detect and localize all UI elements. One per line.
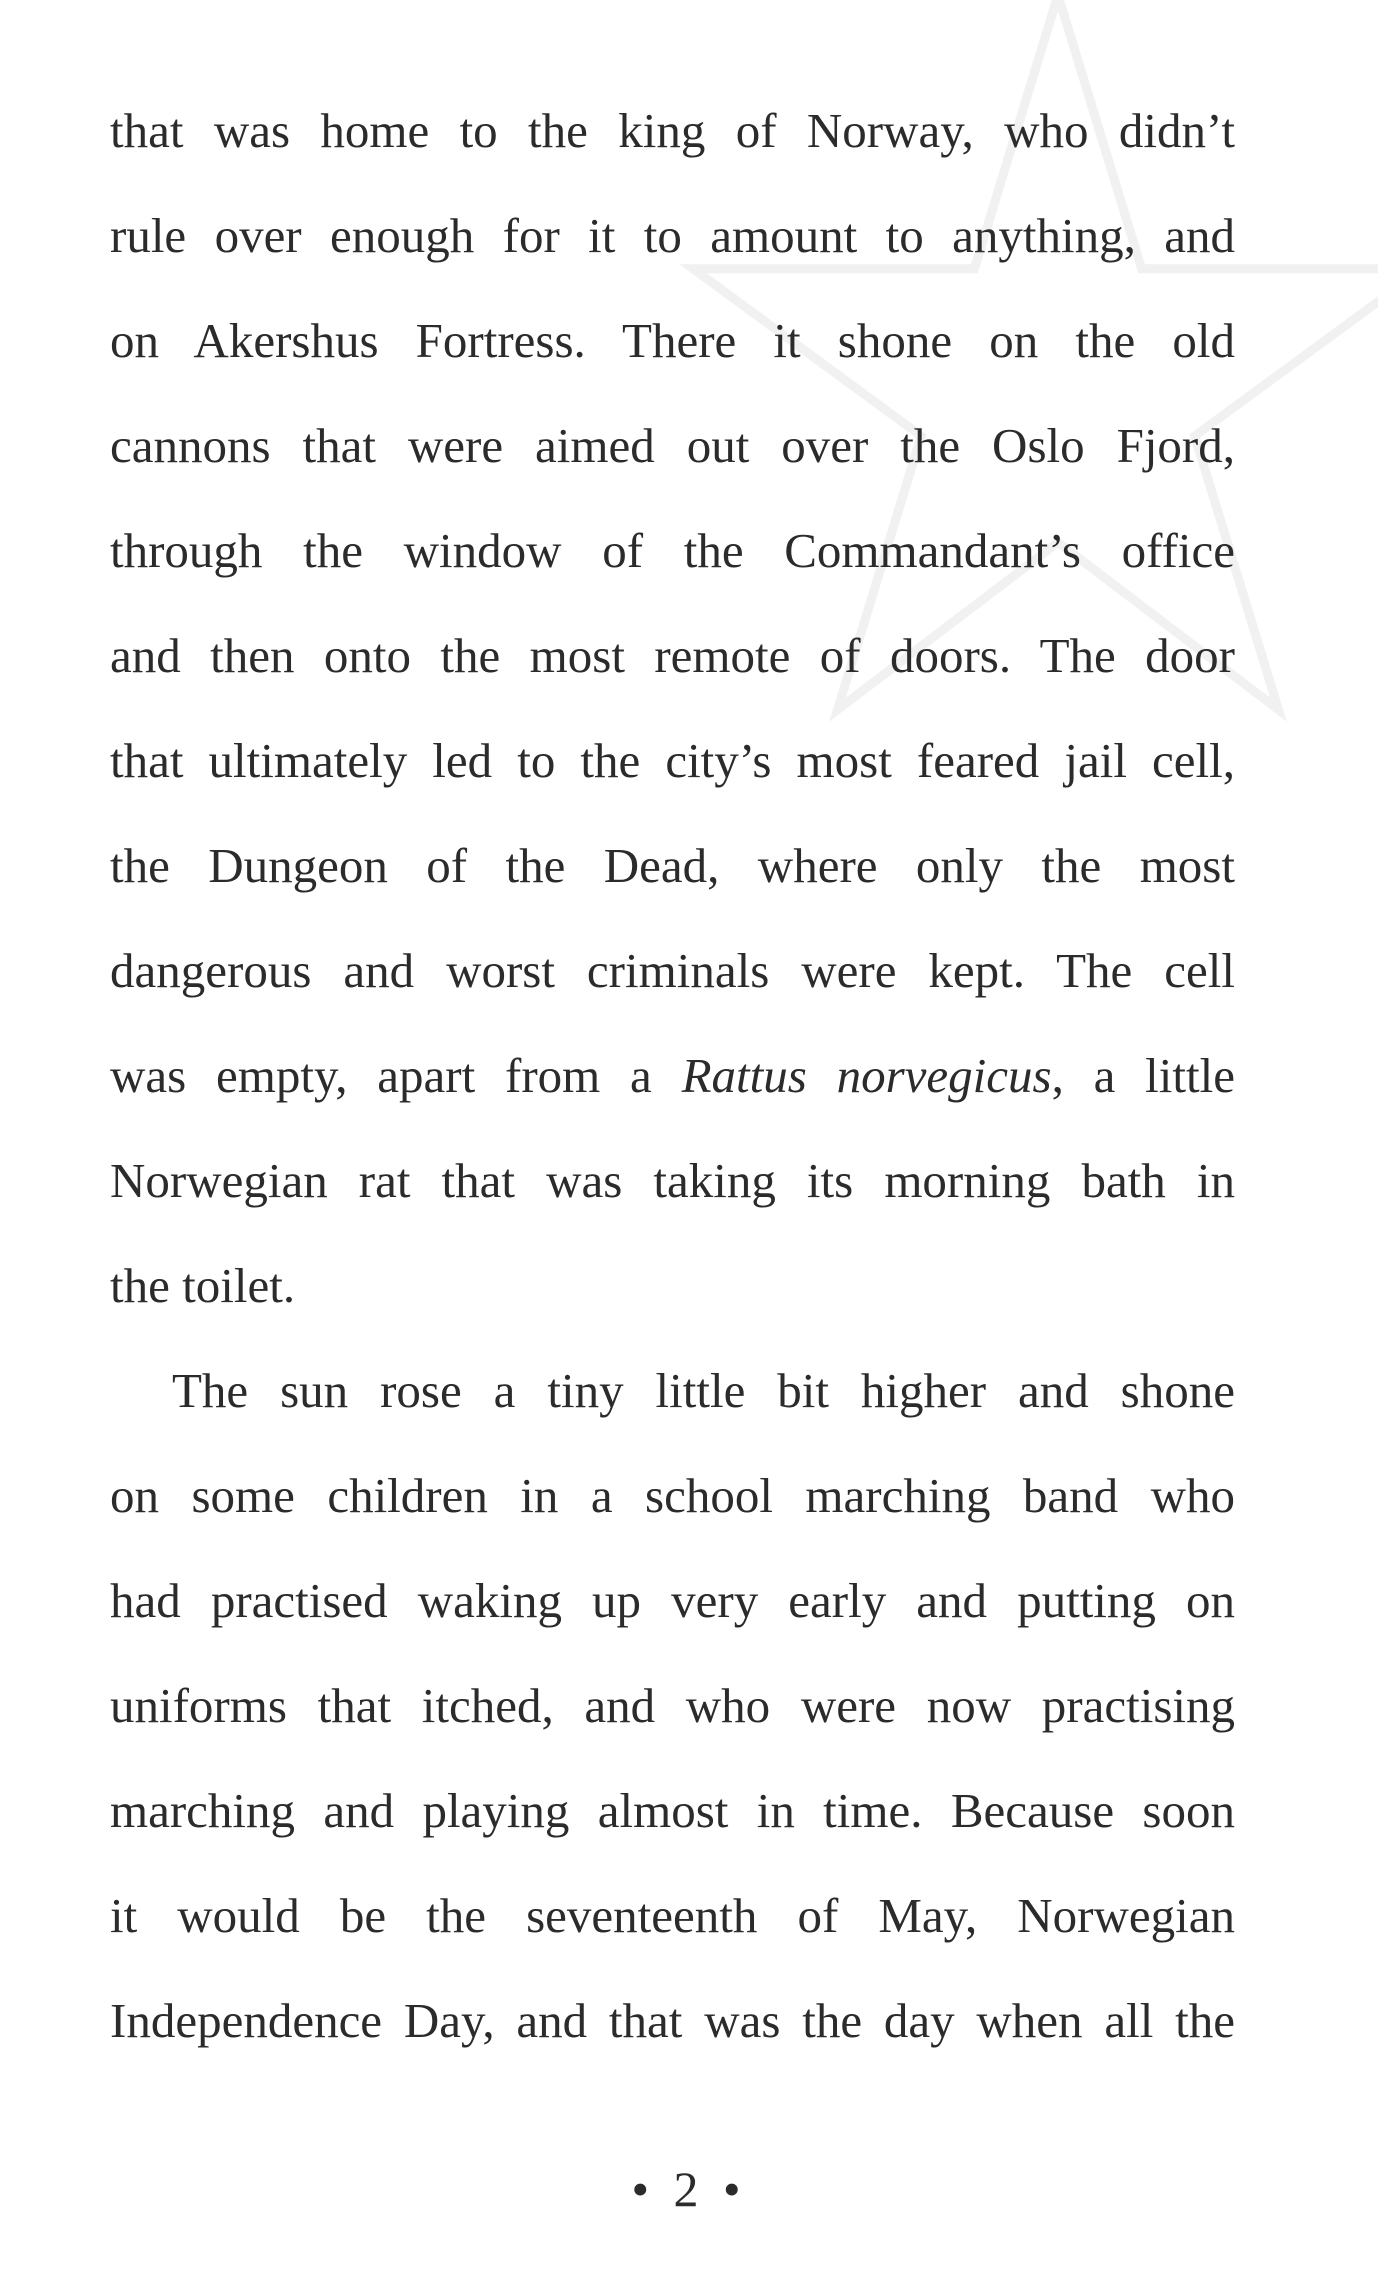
- paragraph-1: [110, 96, 1235, 1356]
- text-line: rule over enough for it to amount to anything, and: [110, 208, 1235, 263]
- text-run: was empty, apart from a: [110, 1048, 682, 1103]
- text-line: The sun rose a tiny little bit higher and shone: [172, 1363, 1235, 1418]
- text-line: through the window of the Commandant’s office: [110, 523, 1235, 578]
- text-line: uniforms that itched, and who were now practising: [110, 1678, 1235, 1733]
- text-line: on some children in a school marching band who: [110, 1468, 1235, 1523]
- text-line: Independence Day, and that was the day when all the: [110, 1993, 1235, 2048]
- text-line: and then onto the most remote of doors. The door: [110, 628, 1235, 683]
- text-line: Norwegian rat that was taking its morning bath in: [110, 1153, 1235, 1208]
- text-line: that was home to the king of Norway, who didn’t: [110, 103, 1235, 158]
- text-run: , a little: [1051, 1048, 1235, 1103]
- text-line: that ultimately led to the city’s most feared jail cell,: [110, 733, 1235, 788]
- text-line-with-italic: [110, 1041, 1235, 1146]
- italic-species-name: Rattus norvegicus: [681, 1048, 1052, 1103]
- text-line: the toilet.: [110, 1258, 296, 1313]
- page-number: • 2 •: [631, 2161, 747, 2217]
- body-text: [110, 96, 1235, 2091]
- paragraph-2: [110, 1356, 1235, 2091]
- text-line: had practised waking up very early and putting on: [110, 1573, 1235, 1628]
- text-line: the Dungeon of the Dead, where only the most: [110, 838, 1235, 893]
- text-line: on Akershus Fortress. There it shone on the old: [110, 313, 1235, 368]
- text-line: dangerous and worst criminals were kept. The cell: [110, 943, 1235, 998]
- text-line: marching and playing almost in time. Because soon: [110, 1783, 1235, 1838]
- text-line: it would be the seventeenth of May, Norwegian: [110, 1888, 1235, 1943]
- text-line: cannons that were aimed out over the Oslo Fjord,: [110, 418, 1235, 473]
